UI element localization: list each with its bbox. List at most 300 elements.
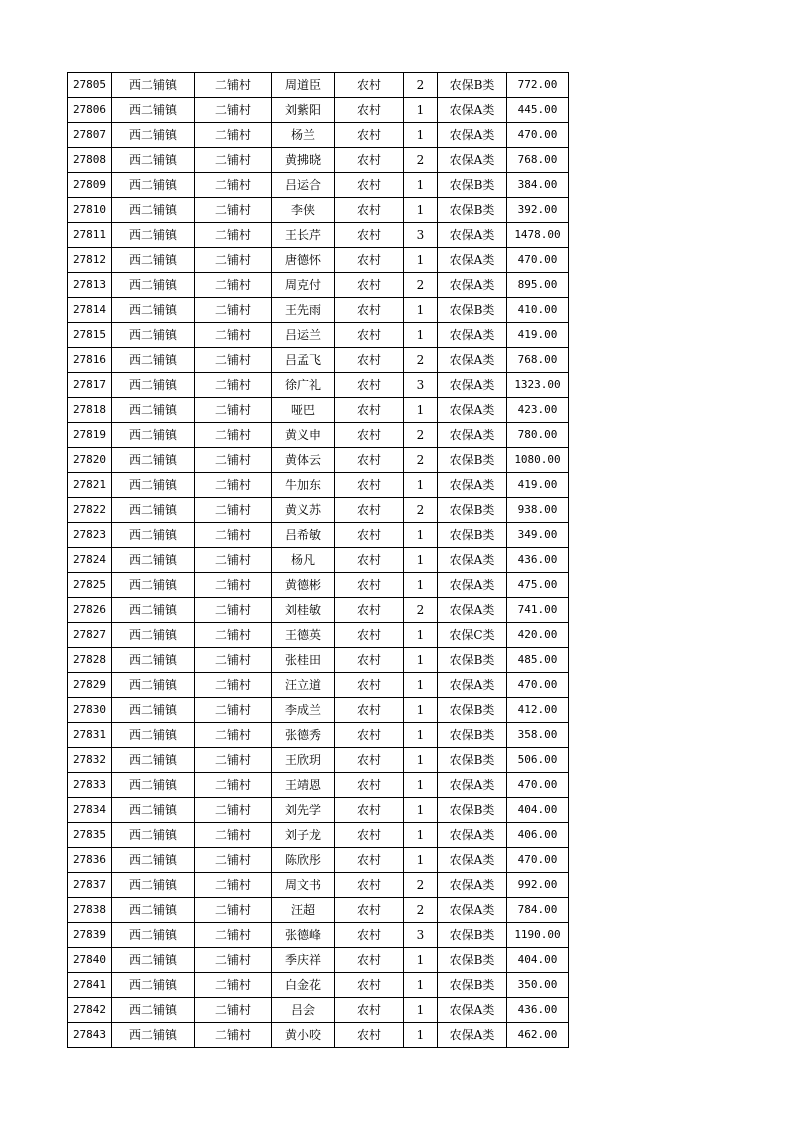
record-id-cell: 27823	[68, 523, 112, 548]
area-type-cell: 农村	[335, 823, 404, 848]
area-type-cell: 农村	[335, 873, 404, 898]
amount-cell: 938.00	[507, 498, 569, 523]
insurance-type-cell: 农保B类	[438, 973, 507, 998]
table-row	[68, 1023, 569, 1048]
name-cell: 刘先学	[272, 798, 335, 823]
table-row	[68, 448, 569, 473]
insurance-type-cell: 农保A类	[438, 223, 507, 248]
table-row	[68, 248, 569, 273]
record-id-cell: 27818	[68, 398, 112, 423]
amount-cell: 895.00	[507, 273, 569, 298]
name-cell: 王靖恩	[272, 773, 335, 798]
village-cell: 二铺村	[195, 223, 272, 248]
area-type-cell: 农村	[335, 273, 404, 298]
insurance-type-cell: 农保A类	[438, 673, 507, 698]
name-cell: 张桂田	[272, 648, 335, 673]
area-type-cell: 农村	[335, 298, 404, 323]
area-type-cell: 农村	[335, 223, 404, 248]
village-cell: 二铺村	[195, 648, 272, 673]
insurance-type-cell: 农保B类	[438, 748, 507, 773]
table-row	[68, 998, 569, 1023]
insurance-type-cell: 农保B类	[438, 948, 507, 973]
name-cell: 李侠	[272, 198, 335, 223]
name-cell: 李成兰	[272, 698, 335, 723]
amount-cell: 772.00	[507, 73, 569, 98]
insurance-type-cell: 农保B类	[438, 798, 507, 823]
household-count-cell: 1	[404, 173, 438, 198]
household-count-cell: 1	[404, 1023, 438, 1048]
area-type-cell: 农村	[335, 323, 404, 348]
table-row	[68, 873, 569, 898]
village-cell: 二铺村	[195, 348, 272, 373]
amount-cell: 470.00	[507, 673, 569, 698]
town-cell: 西二铺镇	[112, 723, 195, 748]
area-type-cell: 农村	[335, 448, 404, 473]
household-count-cell: 1	[404, 548, 438, 573]
household-count-cell: 2	[404, 873, 438, 898]
area-type-cell: 农村	[335, 773, 404, 798]
town-cell: 西二铺镇	[112, 873, 195, 898]
amount-cell: 436.00	[507, 548, 569, 573]
name-cell: 黄德彬	[272, 573, 335, 598]
household-count-cell: 1	[404, 773, 438, 798]
amount-cell: 1190.00	[507, 923, 569, 948]
amount-cell: 475.00	[507, 573, 569, 598]
village-cell: 二铺村	[195, 923, 272, 948]
town-cell: 西二铺镇	[112, 998, 195, 1023]
name-cell: 哑巴	[272, 398, 335, 423]
village-cell: 二铺村	[195, 473, 272, 498]
record-id-cell: 27813	[68, 273, 112, 298]
household-count-cell: 2	[404, 423, 438, 448]
insurance-type-cell: 农保B类	[438, 173, 507, 198]
amount-cell: 419.00	[507, 323, 569, 348]
village-cell: 二铺村	[195, 548, 272, 573]
name-cell: 刘子龙	[272, 823, 335, 848]
table-row	[68, 498, 569, 523]
table-row	[68, 973, 569, 998]
record-id-cell: 27814	[68, 298, 112, 323]
village-cell: 二铺村	[195, 573, 272, 598]
record-id-cell: 27840	[68, 948, 112, 973]
town-cell: 西二铺镇	[112, 898, 195, 923]
record-id-cell: 27832	[68, 748, 112, 773]
insurance-type-cell: 农保A类	[438, 548, 507, 573]
amount-cell: 404.00	[507, 948, 569, 973]
table-row	[68, 223, 569, 248]
table-row	[68, 673, 569, 698]
town-cell: 西二铺镇	[112, 648, 195, 673]
town-cell: 西二铺镇	[112, 148, 195, 173]
town-cell: 西二铺镇	[112, 948, 195, 973]
record-id-cell: 27812	[68, 248, 112, 273]
town-cell: 西二铺镇	[112, 598, 195, 623]
amount-cell: 741.00	[507, 598, 569, 623]
area-type-cell: 农村	[335, 723, 404, 748]
insurance-type-cell: 农保A类	[438, 898, 507, 923]
village-cell: 二铺村	[195, 398, 272, 423]
record-id-cell: 27839	[68, 923, 112, 948]
insurance-type-cell: 农保A类	[438, 273, 507, 298]
town-cell: 西二铺镇	[112, 573, 195, 598]
area-type-cell: 农村	[335, 573, 404, 598]
amount-cell: 410.00	[507, 298, 569, 323]
household-count-cell: 1	[404, 823, 438, 848]
amount-cell: 992.00	[507, 873, 569, 898]
amount-cell: 470.00	[507, 773, 569, 798]
town-cell: 西二铺镇	[112, 823, 195, 848]
town-cell: 西二铺镇	[112, 798, 195, 823]
area-type-cell: 农村	[335, 923, 404, 948]
area-type-cell: 农村	[335, 798, 404, 823]
record-id-cell: 27808	[68, 148, 112, 173]
amount-cell: 1323.00	[507, 373, 569, 398]
table-row	[68, 273, 569, 298]
insurance-type-cell: 农保A类	[438, 398, 507, 423]
name-cell: 刘桂敏	[272, 598, 335, 623]
insurance-type-cell: 农保A类	[438, 323, 507, 348]
town-cell: 西二铺镇	[112, 473, 195, 498]
name-cell: 王欣玥	[272, 748, 335, 773]
amount-cell: 419.00	[507, 473, 569, 498]
area-type-cell: 农村	[335, 548, 404, 573]
household-count-cell: 1	[404, 673, 438, 698]
table-row	[68, 473, 569, 498]
record-id-cell: 27821	[68, 473, 112, 498]
area-type-cell: 农村	[335, 598, 404, 623]
name-cell: 张德峰	[272, 923, 335, 948]
village-cell: 二铺村	[195, 523, 272, 548]
record-id-cell: 27830	[68, 698, 112, 723]
village-cell: 二铺村	[195, 73, 272, 98]
household-count-cell: 1	[404, 523, 438, 548]
insurance-type-cell: 农保B类	[438, 698, 507, 723]
record-id-cell: 27829	[68, 673, 112, 698]
insurance-type-cell: 农保B类	[438, 198, 507, 223]
area-type-cell: 农村	[335, 348, 404, 373]
town-cell: 西二铺镇	[112, 123, 195, 148]
household-count-cell: 2	[404, 273, 438, 298]
area-type-cell: 农村	[335, 98, 404, 123]
area-type-cell: 农村	[335, 648, 404, 673]
record-id-cell: 27827	[68, 623, 112, 648]
village-cell: 二铺村	[195, 298, 272, 323]
name-cell: 周文书	[272, 873, 335, 898]
name-cell: 牛加东	[272, 473, 335, 498]
name-cell: 徐广礼	[272, 373, 335, 398]
household-count-cell: 2	[404, 598, 438, 623]
record-id-cell: 27841	[68, 973, 112, 998]
household-count-cell: 1	[404, 573, 438, 598]
village-cell: 二铺村	[195, 498, 272, 523]
area-type-cell: 农村	[335, 198, 404, 223]
amount-cell: 470.00	[507, 248, 569, 273]
table-row	[68, 623, 569, 648]
household-count-cell: 1	[404, 698, 438, 723]
village-cell: 二铺村	[195, 598, 272, 623]
insurance-type-cell: 农保A类	[438, 423, 507, 448]
village-cell: 二铺村	[195, 873, 272, 898]
insurance-type-cell: 农保B类	[438, 498, 507, 523]
village-cell: 二铺村	[195, 698, 272, 723]
village-cell: 二铺村	[195, 623, 272, 648]
record-id-cell: 27811	[68, 223, 112, 248]
village-cell: 二铺村	[195, 323, 272, 348]
household-count-cell: 2	[404, 148, 438, 173]
insurance-type-cell: 农保A类	[438, 848, 507, 873]
amount-cell: 420.00	[507, 623, 569, 648]
name-cell: 张德秀	[272, 723, 335, 748]
table-row	[68, 573, 569, 598]
table-row	[68, 148, 569, 173]
area-type-cell: 农村	[335, 173, 404, 198]
area-type-cell: 农村	[335, 998, 404, 1023]
area-type-cell: 农村	[335, 898, 404, 923]
record-id-cell: 27817	[68, 373, 112, 398]
name-cell: 黄拂晓	[272, 148, 335, 173]
name-cell: 唐德怀	[272, 248, 335, 273]
village-cell: 二铺村	[195, 973, 272, 998]
roster-table	[67, 72, 569, 1048]
record-id-cell: 27820	[68, 448, 112, 473]
amount-cell: 470.00	[507, 848, 569, 873]
insurance-type-cell: 农保A类	[438, 823, 507, 848]
household-count-cell: 1	[404, 473, 438, 498]
name-cell: 周道臣	[272, 73, 335, 98]
insurance-type-cell: 农保B类	[438, 298, 507, 323]
insurance-type-cell: 农保A类	[438, 1023, 507, 1048]
town-cell: 西二铺镇	[112, 73, 195, 98]
town-cell: 西二铺镇	[112, 373, 195, 398]
amount-cell: 462.00	[507, 1023, 569, 1048]
town-cell: 西二铺镇	[112, 973, 195, 998]
town-cell: 西二铺镇	[112, 548, 195, 573]
town-cell: 西二铺镇	[112, 173, 195, 198]
household-count-cell: 1	[404, 648, 438, 673]
village-cell: 二铺村	[195, 748, 272, 773]
record-id-cell: 27805	[68, 73, 112, 98]
record-id-cell: 27843	[68, 1023, 112, 1048]
household-count-cell: 2	[404, 498, 438, 523]
table-row	[68, 73, 569, 98]
town-cell: 西二铺镇	[112, 248, 195, 273]
insurance-type-cell: 农保A类	[438, 248, 507, 273]
town-cell: 西二铺镇	[112, 748, 195, 773]
table-row	[68, 798, 569, 823]
village-cell: 二铺村	[195, 723, 272, 748]
record-id-cell: 27833	[68, 773, 112, 798]
household-count-cell: 3	[404, 223, 438, 248]
table-row	[68, 423, 569, 448]
village-cell: 二铺村	[195, 798, 272, 823]
amount-cell: 350.00	[507, 973, 569, 998]
household-count-cell: 1	[404, 748, 438, 773]
household-count-cell: 1	[404, 948, 438, 973]
record-id-cell: 27837	[68, 873, 112, 898]
record-id-cell: 27842	[68, 998, 112, 1023]
village-cell: 二铺村	[195, 423, 272, 448]
town-cell: 西二铺镇	[112, 223, 195, 248]
household-count-cell: 3	[404, 373, 438, 398]
area-type-cell: 农村	[335, 498, 404, 523]
table-row	[68, 348, 569, 373]
insurance-type-cell: 农保A类	[438, 998, 507, 1023]
area-type-cell: 农村	[335, 1023, 404, 1048]
amount-cell: 768.00	[507, 348, 569, 373]
household-count-cell: 1	[404, 98, 438, 123]
record-id-cell: 27809	[68, 173, 112, 198]
amount-cell: 780.00	[507, 423, 569, 448]
record-id-cell: 27824	[68, 548, 112, 573]
table-row	[68, 848, 569, 873]
amount-cell: 445.00	[507, 98, 569, 123]
insurance-type-cell: 农保B类	[438, 448, 507, 473]
insurance-type-cell: 农保A类	[438, 873, 507, 898]
household-count-cell: 2	[404, 348, 438, 373]
area-type-cell: 农村	[335, 248, 404, 273]
village-cell: 二铺村	[195, 898, 272, 923]
town-cell: 西二铺镇	[112, 498, 195, 523]
area-type-cell: 农村	[335, 423, 404, 448]
town-cell: 西二铺镇	[112, 323, 195, 348]
town-cell: 西二铺镇	[112, 623, 195, 648]
village-cell: 二铺村	[195, 173, 272, 198]
name-cell: 陈欣彤	[272, 848, 335, 873]
area-type-cell: 农村	[335, 123, 404, 148]
town-cell: 西二铺镇	[112, 773, 195, 798]
village-cell: 二铺村	[195, 373, 272, 398]
village-cell: 二铺村	[195, 148, 272, 173]
name-cell: 黄义苏	[272, 498, 335, 523]
household-count-cell: 2	[404, 898, 438, 923]
amount-cell: 412.00	[507, 698, 569, 723]
amount-cell: 784.00	[507, 898, 569, 923]
area-type-cell: 农村	[335, 973, 404, 998]
amount-cell: 423.00	[507, 398, 569, 423]
household-count-cell: 1	[404, 398, 438, 423]
town-cell: 西二铺镇	[112, 348, 195, 373]
name-cell: 吕孟飞	[272, 348, 335, 373]
record-id-cell: 27806	[68, 98, 112, 123]
table-row	[68, 523, 569, 548]
table-row	[68, 823, 569, 848]
village-cell: 二铺村	[195, 448, 272, 473]
record-id-cell: 27810	[68, 198, 112, 223]
name-cell: 吕希敏	[272, 523, 335, 548]
record-id-cell: 27836	[68, 848, 112, 873]
table-row	[68, 598, 569, 623]
name-cell: 汪立道	[272, 673, 335, 698]
insurance-type-cell: 农保A类	[438, 573, 507, 598]
table-row	[68, 298, 569, 323]
amount-cell: 485.00	[507, 648, 569, 673]
name-cell: 汪超	[272, 898, 335, 923]
insurance-type-cell: 农保A类	[438, 473, 507, 498]
town-cell: 西二铺镇	[112, 698, 195, 723]
area-type-cell: 农村	[335, 673, 404, 698]
insurance-type-cell: 农保B类	[438, 523, 507, 548]
town-cell: 西二铺镇	[112, 273, 195, 298]
area-type-cell: 农村	[335, 623, 404, 648]
record-id-cell: 27816	[68, 348, 112, 373]
insurance-type-cell: 农保A类	[438, 373, 507, 398]
name-cell: 黄义申	[272, 423, 335, 448]
insurance-type-cell: 农保C类	[438, 623, 507, 648]
village-cell: 二铺村	[195, 948, 272, 973]
amount-cell: 470.00	[507, 123, 569, 148]
amount-cell: 358.00	[507, 723, 569, 748]
name-cell: 吕会	[272, 998, 335, 1023]
table-row	[68, 723, 569, 748]
amount-cell: 1080.00	[507, 448, 569, 473]
household-count-cell: 1	[404, 198, 438, 223]
name-cell: 白金花	[272, 973, 335, 998]
household-count-cell: 1	[404, 298, 438, 323]
insurance-type-cell: 农保A类	[438, 773, 507, 798]
village-cell: 二铺村	[195, 848, 272, 873]
amount-cell: 768.00	[507, 148, 569, 173]
record-id-cell: 27828	[68, 648, 112, 673]
table-row	[68, 398, 569, 423]
amount-cell: 436.00	[507, 998, 569, 1023]
name-cell: 杨凡	[272, 548, 335, 573]
record-id-cell: 27835	[68, 823, 112, 848]
insurance-type-cell: 农保B类	[438, 73, 507, 98]
town-cell: 西二铺镇	[112, 398, 195, 423]
record-id-cell: 27825	[68, 573, 112, 598]
village-cell: 二铺村	[195, 823, 272, 848]
record-id-cell: 27838	[68, 898, 112, 923]
roster-body	[68, 73, 569, 1048]
amount-cell: 1478.00	[507, 223, 569, 248]
village-cell: 二铺村	[195, 998, 272, 1023]
table-row	[68, 548, 569, 573]
table-row	[68, 123, 569, 148]
name-cell: 黄小咬	[272, 1023, 335, 1048]
area-type-cell: 农村	[335, 948, 404, 973]
household-count-cell: 1	[404, 623, 438, 648]
household-count-cell: 1	[404, 798, 438, 823]
table-row	[68, 923, 569, 948]
village-cell: 二铺村	[195, 273, 272, 298]
household-count-cell: 1	[404, 248, 438, 273]
table-row	[68, 698, 569, 723]
table-row	[68, 748, 569, 773]
table-row	[68, 773, 569, 798]
town-cell: 西二铺镇	[112, 423, 195, 448]
amount-cell: 406.00	[507, 823, 569, 848]
household-count-cell: 3	[404, 923, 438, 948]
area-type-cell: 农村	[335, 698, 404, 723]
table-row	[68, 323, 569, 348]
name-cell: 杨兰	[272, 123, 335, 148]
town-cell: 西二铺镇	[112, 198, 195, 223]
table-row	[68, 648, 569, 673]
table-row	[68, 98, 569, 123]
household-count-cell: 1	[404, 323, 438, 348]
household-count-cell: 1	[404, 998, 438, 1023]
town-cell: 西二铺镇	[112, 448, 195, 473]
name-cell: 刘紫阳	[272, 98, 335, 123]
household-count-cell: 1	[404, 723, 438, 748]
insurance-type-cell: 农保A类	[438, 598, 507, 623]
town-cell: 西二铺镇	[112, 848, 195, 873]
record-id-cell: 27834	[68, 798, 112, 823]
village-cell: 二铺村	[195, 198, 272, 223]
name-cell: 王德英	[272, 623, 335, 648]
area-type-cell: 农村	[335, 373, 404, 398]
name-cell: 王长芹	[272, 223, 335, 248]
